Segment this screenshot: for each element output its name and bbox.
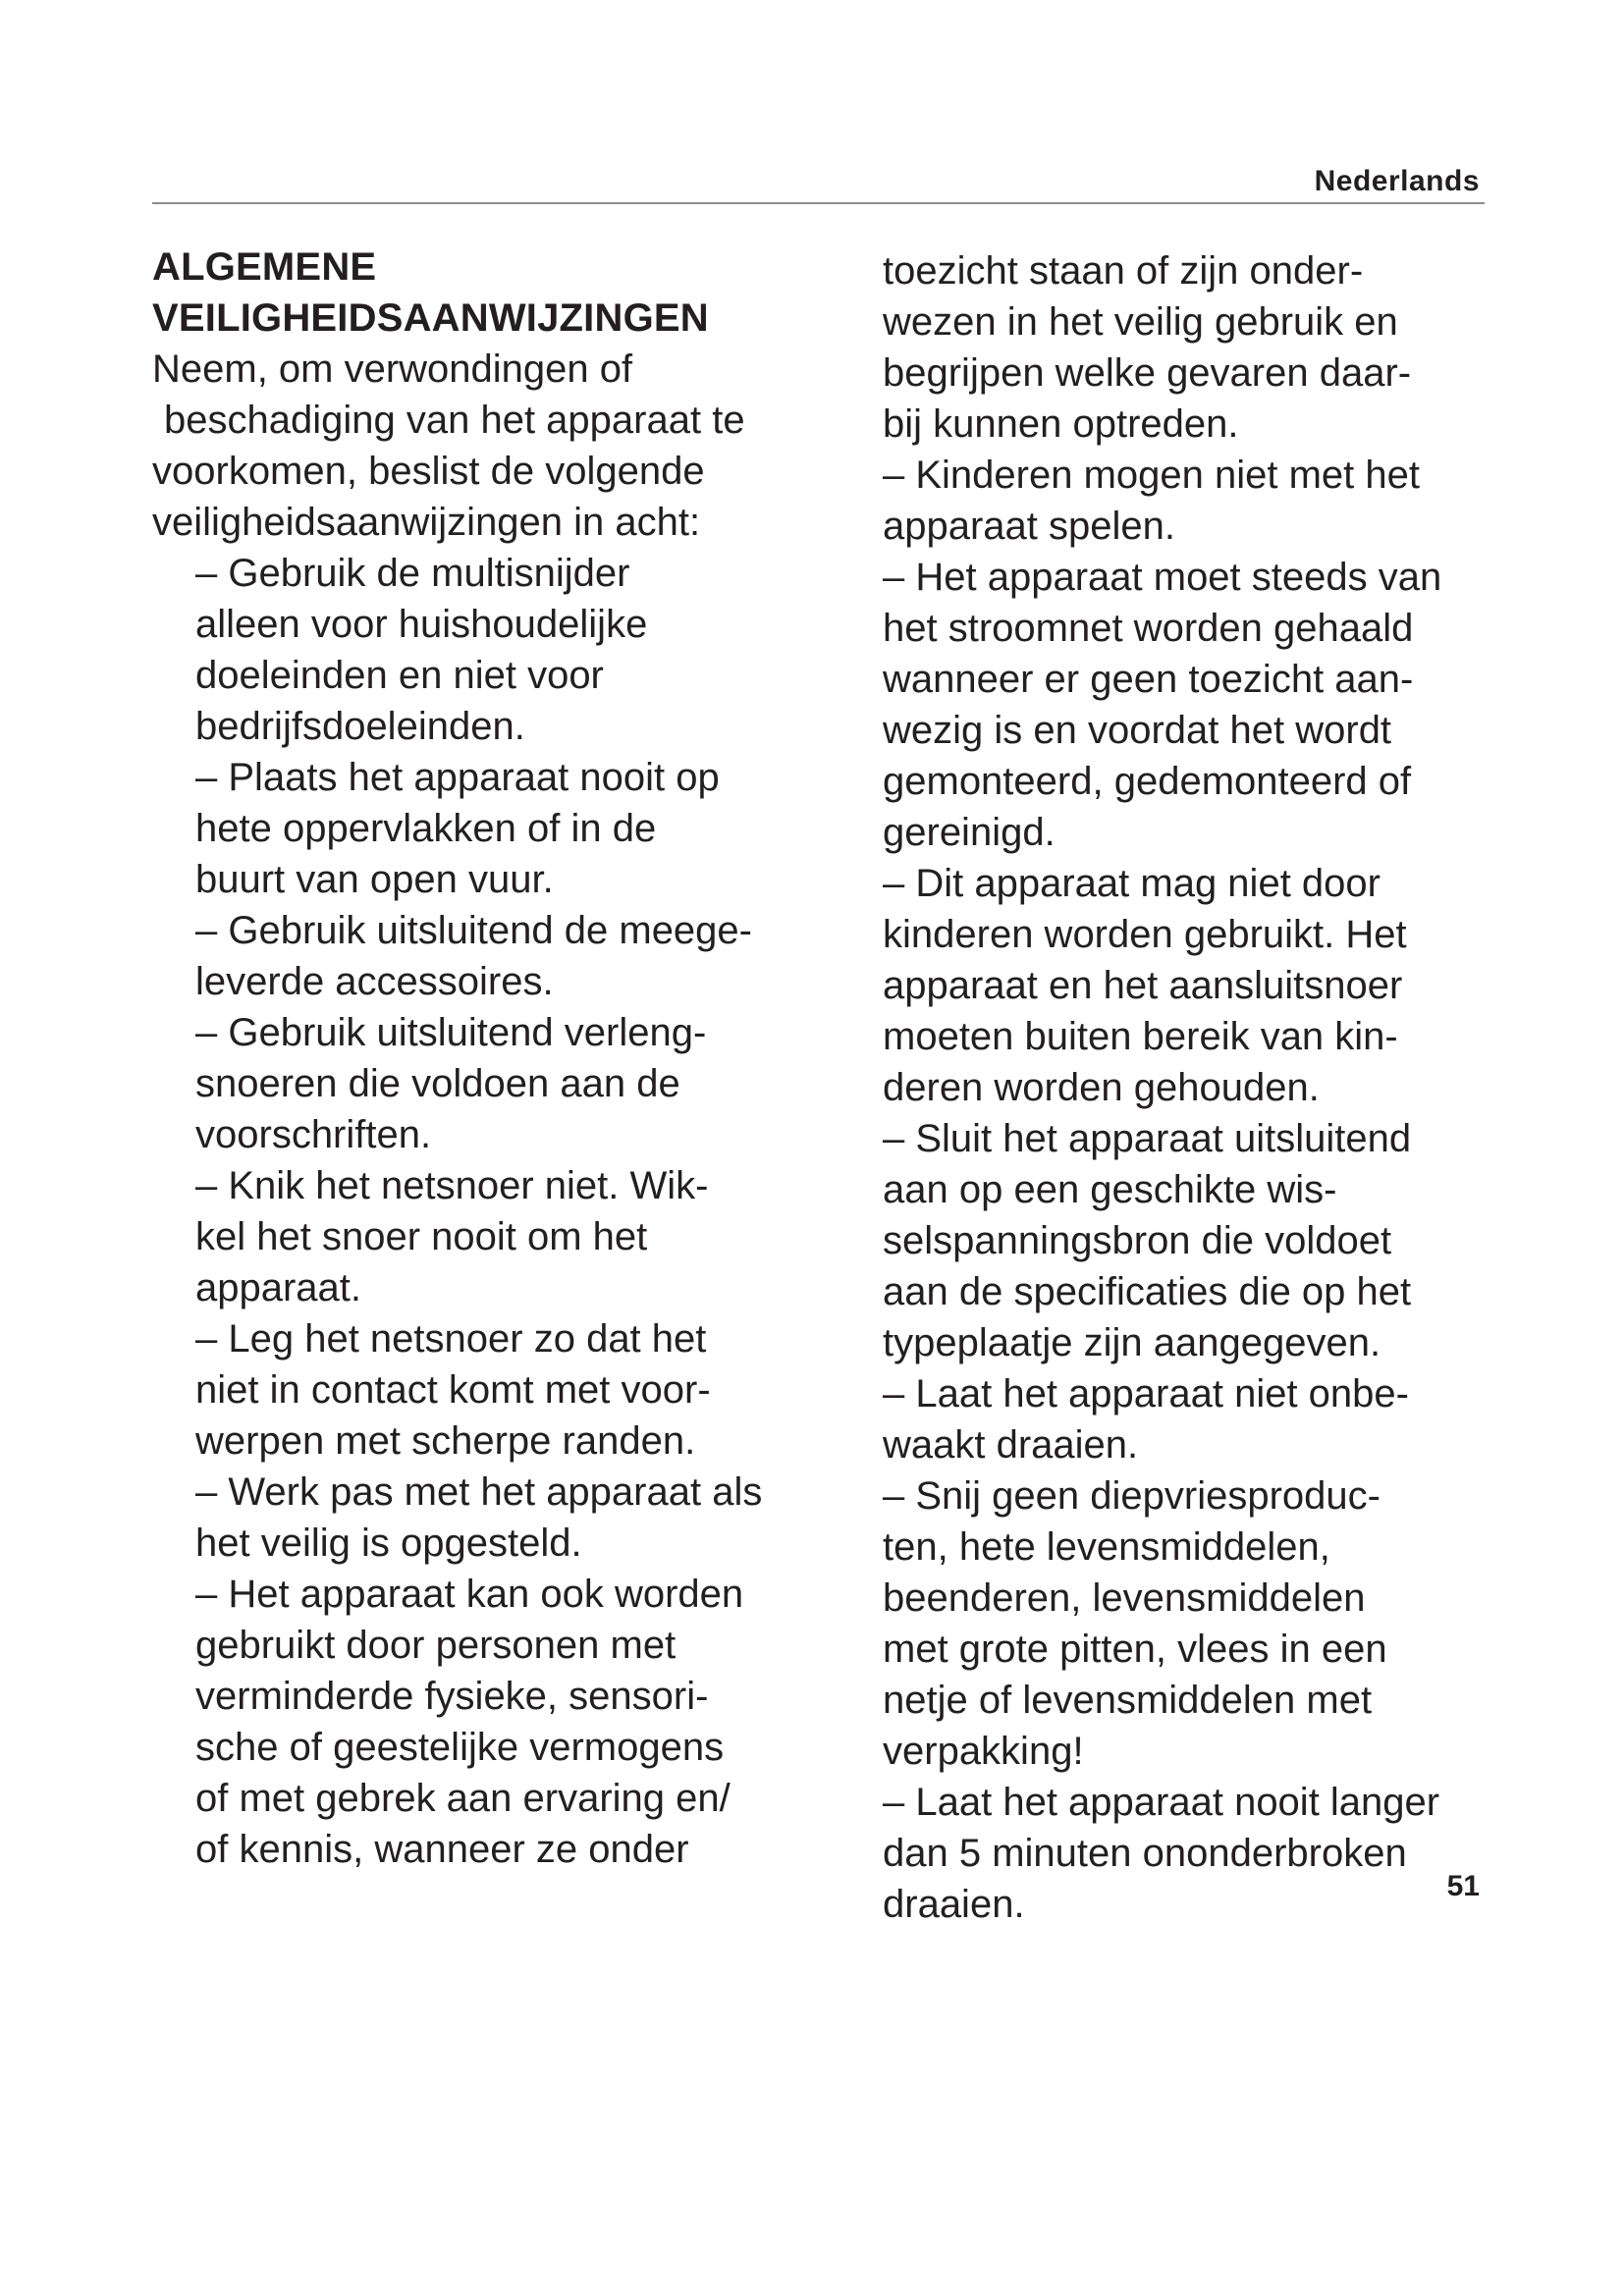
list-line: verpakking! (883, 1730, 1084, 1773)
list-line: werpen met scherpe randen. (195, 1419, 696, 1463)
list-line: deren worden gehouden. (883, 1066, 1320, 1109)
list-line: beenderen, levensmiddelen (883, 1576, 1366, 1620)
list-line: ten, hete levensmiddelen, (883, 1525, 1330, 1569)
header-divider (152, 202, 1485, 204)
list-line: of kennis, wanneer ze onder (195, 1828, 689, 1871)
list-line: sche of geestelijke vermogens (195, 1726, 725, 1769)
list-line: wanneer er geen toezicht aan- (883, 658, 1414, 701)
list-line: begrijpen welke gevaren daar- (883, 351, 1412, 395)
list-line: – Gebruik uitsluitend verleng- (195, 1011, 707, 1054)
right-column (883, 245, 1511, 1930)
list-line: – Kinderen mogen niet met het (883, 454, 1421, 497)
list-line: moeten buiten bereik van kin- (883, 1015, 1398, 1058)
list-line: het veilig is opgesteld. (195, 1522, 582, 1565)
list-line: buurt van open vuur. (195, 858, 554, 901)
list-line: alleen voor huishoudelijke (195, 603, 648, 646)
intro-paragraph (152, 344, 839, 548)
list-line: – Leg het netsnoer zo dat het (195, 1317, 707, 1361)
list-line: wezen in het veilig gebruik en (883, 300, 1398, 344)
list-line: waakt draaien. (883, 1423, 1139, 1467)
list-line: het stroomnet worden gehaald (883, 607, 1414, 650)
list-line: selspanningsbron die voldoet (883, 1219, 1392, 1262)
list-line: – Werk pas met het apparaat als (195, 1470, 763, 1514)
left-column (152, 241, 839, 1875)
list-line: apparaat. (195, 1266, 362, 1309)
list-line: – Laat het apparaat niet onbe- (883, 1372, 1409, 1415)
list-line: met grote pitten, vlees in een (883, 1628, 1387, 1671)
list-line: of met gebrek aan ervaring en/ (195, 1777, 731, 1820)
header-language: Nederlands (1314, 165, 1480, 197)
list-line: typeplaatje zijn aangegeven. (883, 1321, 1381, 1364)
list-line: – Het apparaat moet steeds van (883, 556, 1442, 599)
intro-line: beschadiging van het apparaat te (164, 399, 745, 442)
list-line: – Knik het netsnoer niet. Wik- (195, 1164, 709, 1207)
list-line: hete oppervlakken of in de (195, 807, 657, 850)
list-line: snoeren die voldoen aan de (195, 1062, 680, 1105)
list-line: draaien. (883, 1883, 1025, 1926)
list-line: netje of levensmiddelen met (883, 1679, 1373, 1722)
list-line: apparaat spelen. (883, 505, 1176, 548)
title-line: VEILIGHEIDSAANWIJZINGEN (152, 296, 709, 340)
list-line: – Sluit het apparaat uitsluitend (883, 1117, 1412, 1160)
intro-line: voorkomen, beslist de volgende (152, 450, 705, 493)
page-number: 51 (1446, 1870, 1480, 1902)
intro-line: veiligheidsaanwijzingen in acht: (152, 501, 701, 544)
intro-line: Neem, om verwondingen of (152, 347, 633, 391)
list-line: niet in contact komt met voor- (195, 1368, 711, 1412)
list-line: dan 5 minuten ononderbroken (883, 1832, 1407, 1875)
list-line: voorschriften. (195, 1113, 432, 1156)
list-line: bedrijfsdoeleinden. (195, 705, 525, 748)
list-line: – Laat het apparaat nooit langer (883, 1781, 1440, 1824)
list-line: doeleinden en niet voor (195, 654, 604, 697)
list-line: toezicht staan of zijn onder- (883, 249, 1364, 293)
list-line: aan op een geschikte wis- (883, 1168, 1337, 1211)
list-line: – Gebruik de multisnijder (195, 552, 630, 595)
list-line: aan de specificaties die op het (883, 1270, 1412, 1313)
list-line: bij kunnen optreden. (883, 402, 1239, 446)
list-line: verminderde fysieke, sensori- (195, 1675, 709, 1718)
safety-list (152, 548, 839, 1875)
list-line: – Snij geen diepvriesproduc- (883, 1474, 1380, 1518)
list-line: – Plaats het apparaat nooit op (195, 756, 720, 799)
list-line: – Het apparaat kan ook worden (195, 1573, 744, 1616)
list-line: wezig is en voordat het wordt (883, 709, 1392, 752)
list-line: apparaat en het aansluitsnoer (883, 964, 1403, 1007)
list-line: kel het snoer nooit om het (195, 1215, 648, 1258)
list-line: gemonteerd, gedemonteerd of (883, 760, 1412, 803)
list-line: leverde accessoires. (195, 960, 554, 1003)
section-title (152, 241, 839, 344)
list-line: gebruikt door personen met (195, 1624, 677, 1667)
title-line: ALGEMENE (152, 245, 377, 289)
list-line: gereinigd. (883, 811, 1056, 854)
list-line: – Gebruik uitsluitend de meege- (195, 909, 752, 952)
list-line: – Dit apparaat mag niet door (883, 862, 1380, 905)
list-line: kinderen worden gebruikt. Het (883, 913, 1407, 956)
